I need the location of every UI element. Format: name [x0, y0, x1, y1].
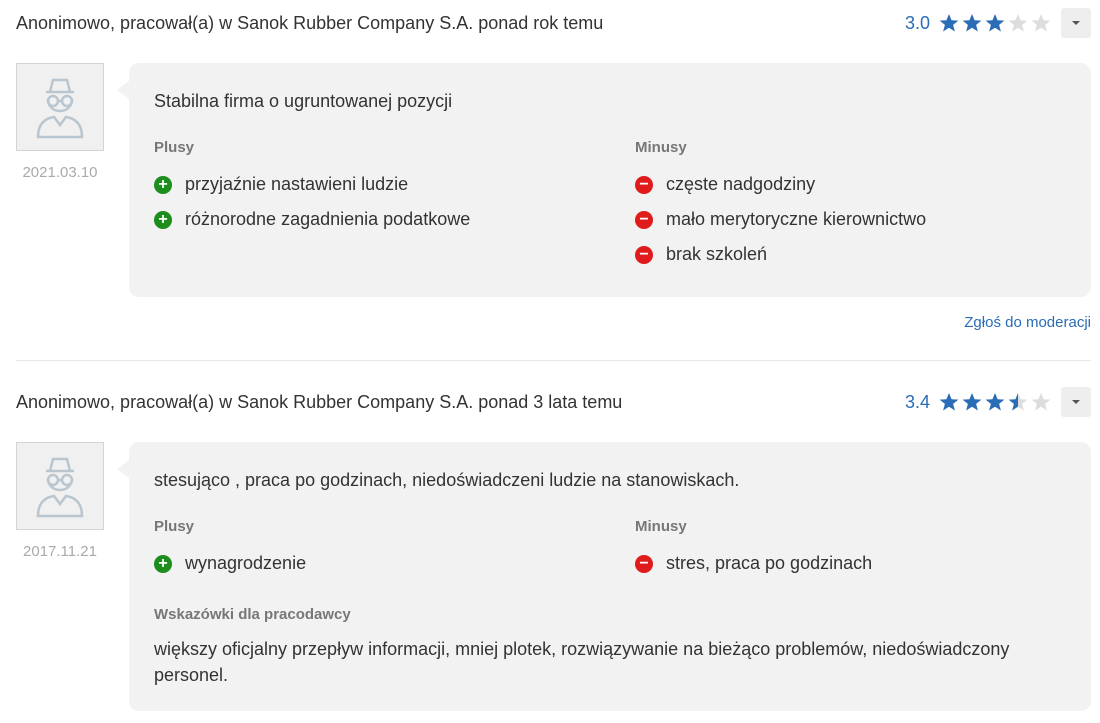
con-text: stres, praca po godzinach: [666, 553, 873, 573]
con-item: [635, 174, 815, 195]
review-header: Anonimowo, pracował(a) w Sanok Rubber Company S.A. ponad 3 lata temu: [16, 392, 623, 412]
avatar: [16, 63, 104, 151]
star-rating: [938, 13, 1053, 33]
bubble-tail: [117, 81, 129, 99]
star-icon: [961, 392, 983, 412]
pro-item: [154, 174, 408, 195]
cons-label: Minusy: [635, 518, 687, 535]
review-body: [129, 63, 1091, 297]
rating: [905, 390, 1053, 414]
review-date: 2017.11.21: [23, 543, 97, 560]
star-icon: [961, 13, 983, 33]
bubble-tail: [117, 460, 129, 478]
chevron-down-icon: [1071, 399, 1081, 405]
pro-item: [154, 553, 306, 574]
review-header: Anonimowo, pracował(a) w Sanok Rubber Company S.A. ponad rok temu: [16, 13, 604, 33]
plus-circle-icon: +: [154, 211, 172, 229]
minus-circle-icon: −: [635, 555, 653, 573]
con-text: częste nadgodziny: [666, 174, 816, 194]
review-date: 2021.03.10: [22, 164, 98, 181]
star-icon: [1007, 13, 1029, 33]
anonymous-user-icon: [32, 75, 88, 139]
star-icon: [938, 392, 960, 412]
rating: [905, 11, 1053, 35]
review-title: stesująco , praca po godzinach, niedoświadczeni ludzie na stanowiskach.: [154, 470, 740, 490]
review-options-button[interactable]: [1061, 387, 1091, 417]
con-item: [635, 244, 767, 265]
star-icon: [938, 13, 960, 33]
pro-text: przyjaźnie nastawieni ludzie: [185, 174, 409, 194]
plus-circle-icon: +: [154, 555, 172, 573]
pro-item: [154, 209, 470, 230]
review-options-button[interactable]: [1061, 8, 1091, 38]
minus-circle-icon: −: [635, 211, 653, 229]
con-item: [635, 553, 872, 574]
star-icon: [984, 392, 1006, 412]
con-text: mało merytoryczne kierownictwo: [666, 209, 927, 229]
chevron-down-icon: [1071, 20, 1081, 26]
anonymous-user-icon: [32, 454, 88, 518]
minus-circle-icon: −: [635, 246, 653, 264]
pro-text: różnorodne zagadnienia podatkowe: [185, 209, 471, 229]
star-icon: [1007, 392, 1029, 412]
tips-label: Wskazówki dla pracodawcy: [154, 606, 351, 623]
divider: [16, 360, 1091, 361]
star-rating: [938, 392, 1053, 412]
avatar: [16, 442, 104, 530]
review-body: [129, 442, 1091, 711]
star-icon: [984, 13, 1006, 33]
cons-label: Minusy: [635, 139, 687, 156]
rating-value: 3.4: [904, 392, 930, 412]
con-item: [635, 209, 926, 230]
tips-text: większy oficjalny przepływ informacji, mniej plotek, rozwiązywanie na bieżąco problemów, niedoświadczony personel.: [154, 639, 1010, 685]
pro-text: wynagrodzenie: [185, 553, 307, 573]
pros-label: Plusy: [154, 518, 195, 535]
minus-circle-icon: −: [635, 176, 653, 194]
plus-circle-icon: +: [154, 176, 172, 194]
pros-label: Plusy: [154, 139, 195, 156]
star-icon: [1030, 392, 1052, 412]
con-text: brak szkoleń: [666, 244, 768, 264]
review-title: Stabilna firma o ugruntowanej pozycji: [154, 91, 453, 111]
star-icon: [1030, 13, 1052, 33]
report-link[interactable]: Zgłoś do moderacji: [964, 314, 1091, 331]
rating-value: 3.0: [904, 13, 930, 33]
